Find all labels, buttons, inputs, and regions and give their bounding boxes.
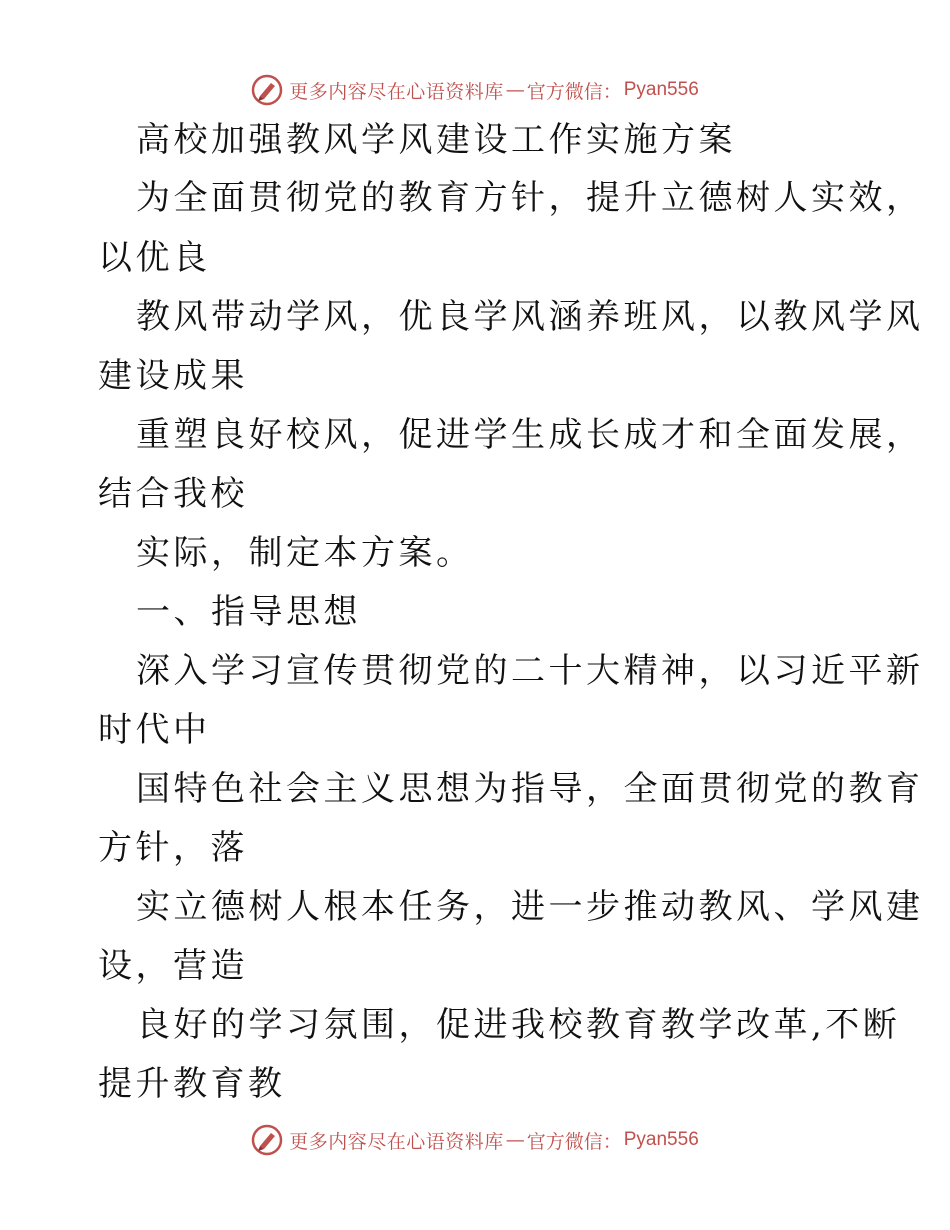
paragraph-line: 良好的学习氛围，促进我校教育教学改革,不断	[136, 1005, 901, 1045]
watermark-label: 官方微信：	[526, 80, 622, 103]
watermark-handle: Pyan556	[623, 1129, 699, 1150]
pen-logo-icon	[251, 74, 283, 106]
paragraph-line: 实际，制定本方案。	[136, 533, 474, 573]
pen-logo-icon	[251, 1124, 283, 1156]
paragraph-line: 时代中	[98, 710, 211, 750]
paragraph-line: 方针，落	[98, 828, 248, 868]
watermark-brand: 更多内容尽在心语资料库	[289, 1130, 504, 1153]
header-watermark	[0, 70, 950, 110]
section-heading: 一、指导思想	[136, 592, 361, 632]
paragraph-line: 重塑良好校风，促进学生成长成才和全面发展，	[136, 415, 924, 455]
watermark-separator: —	[505, 79, 525, 101]
paragraph-line: 深入学习宣传贯彻党的二十大精神，以习近平新	[136, 651, 924, 691]
paragraph-line: 为全面贯彻党的教育方针，提升立德树人实效，	[136, 178, 924, 218]
watermark-brand: 更多内容尽在心语资料库	[289, 80, 504, 103]
watermark-handle: Pyan556	[623, 79, 699, 100]
watermark-separator: —	[505, 1129, 525, 1151]
document-title: 高校加强教风学风建设工作实施方案	[136, 120, 736, 160]
watermark-label: 官方微信：	[526, 1130, 622, 1153]
paragraph-line: 提升教育教	[98, 1064, 286, 1104]
paragraph-line: 国特色社会主义思想为指导，全面贯彻党的教育	[136, 769, 924, 809]
paragraph-line: 设，营造	[98, 946, 248, 986]
paragraph-line: 结合我校	[98, 474, 248, 514]
paragraph-line: 建设成果	[98, 356, 248, 396]
paragraph-line: 以优良	[98, 238, 211, 278]
paragraph-line: 实立德树人根本任务，进一步推动教风、学风建	[136, 887, 924, 927]
footer-watermark	[0, 1120, 950, 1160]
paragraph-line: 教风带动学风，优良学风涵养班风，以教风学风	[136, 297, 924, 337]
